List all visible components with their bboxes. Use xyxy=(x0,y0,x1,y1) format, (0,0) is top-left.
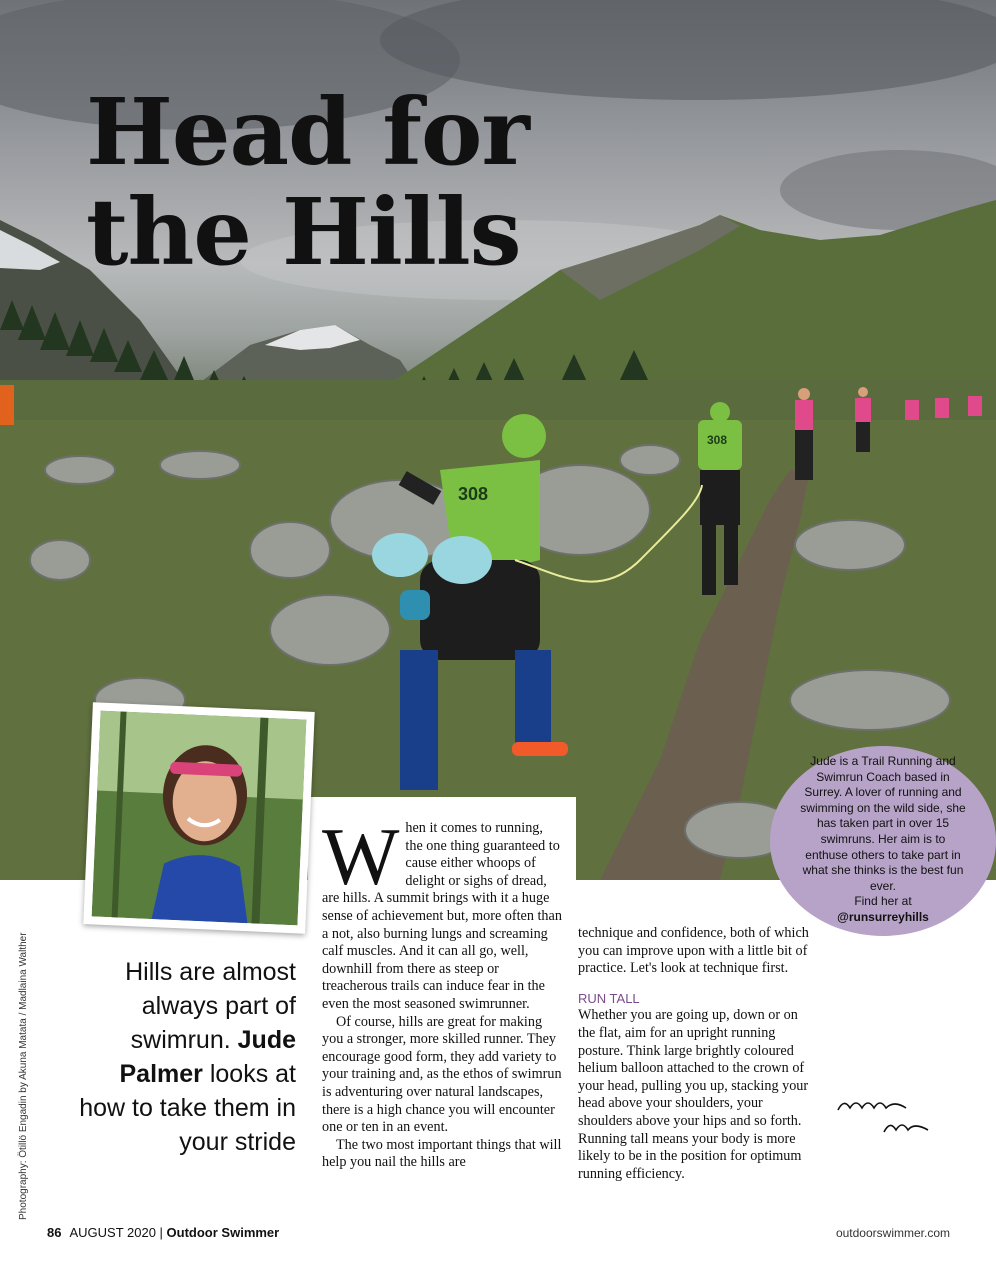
headline-line-1: Head for xyxy=(86,78,529,186)
paragraph-1: hen it comes to running, the one thing guaranteed to cause either whoops of delight or sighs of dread, are hills. A summit brings with it a huge sense of achievement but, more often than a not, also burning lungs and screaming calf muscles. And it can all go, well, downhill from there as steep or treacherous trails can induce fear in the even the most seasoned swimrunner. xyxy=(322,820,562,1012)
drop-cap: W xyxy=(322,811,400,902)
headline-line-2: the Hills xyxy=(86,178,521,286)
magazine-name: Outdoor Swimmer xyxy=(166,1225,280,1240)
standfirst-author: Jude Palmer xyxy=(119,1026,296,1088)
article-column-2 xyxy=(578,925,818,1183)
wave-doodle-icon xyxy=(836,1094,936,1144)
paragraph-2: Of course, hills are great for making you a stronger, more skilled runner. They encourage good form, they add variety to your training and, as the ethos of swimrun is adventuring over natural landscapes, there is a high chance you will encounter one or ten in an event. xyxy=(322,1013,562,1136)
article-column-1 xyxy=(322,811,562,1172)
author-bio-circle xyxy=(770,746,996,936)
paragraph-5: Whether you are going up, down or on the flat, aim for an upright running posture. Think large brightly coloured helium balloon attached to the crown of your head, pulling you up, stacking your head above your shoulders, your shoulders above your hips and so forth. Running tall means your body is more likely to be in the position for optimum running efficiency. xyxy=(578,1007,809,1182)
paragraph-3: The two most important things that will help you nail the hills are xyxy=(322,1136,562,1171)
bib-number-back: 308 xyxy=(707,433,728,447)
bio-text: Jude is a Trail Running and Swimrun Coach based in Surrey. A lover of running and swimming on the wild side, she has taken part in over 15 swimruns. Her aim is to enthuse others to take part in what she thinks is the best fun ever. xyxy=(800,754,966,893)
article-headline xyxy=(86,78,529,286)
standfirst-text-2: looks at how to take them in your stride xyxy=(79,1060,296,1156)
section-subhead: RUN TALL xyxy=(578,990,640,1006)
bio-findme: Find her at xyxy=(854,894,912,909)
bib-number-front: 308 xyxy=(458,484,489,504)
photo-credit: Photography: Ötillö Engadin by Akuna Matata / Madlaina Walther xyxy=(18,932,29,1220)
author-photo xyxy=(83,702,314,933)
footer-folio xyxy=(47,1225,279,1240)
page-number: 86 xyxy=(47,1225,62,1240)
article-standfirst xyxy=(70,955,296,1159)
bio-handle: @runsurreyhills xyxy=(837,909,929,924)
paragraph-4: technique and confidence, both of which you can improve upon with a little bit of practice. Let's look at technique first. xyxy=(578,925,809,977)
standfirst-text-1: Hills are almost always part of swimrun. xyxy=(125,958,296,1054)
author-portrait-illustration xyxy=(92,711,307,926)
issue-date: AUGUST 2020 | xyxy=(69,1225,167,1240)
footer-url: outdoorswimmer.com xyxy=(835,1226,950,1240)
